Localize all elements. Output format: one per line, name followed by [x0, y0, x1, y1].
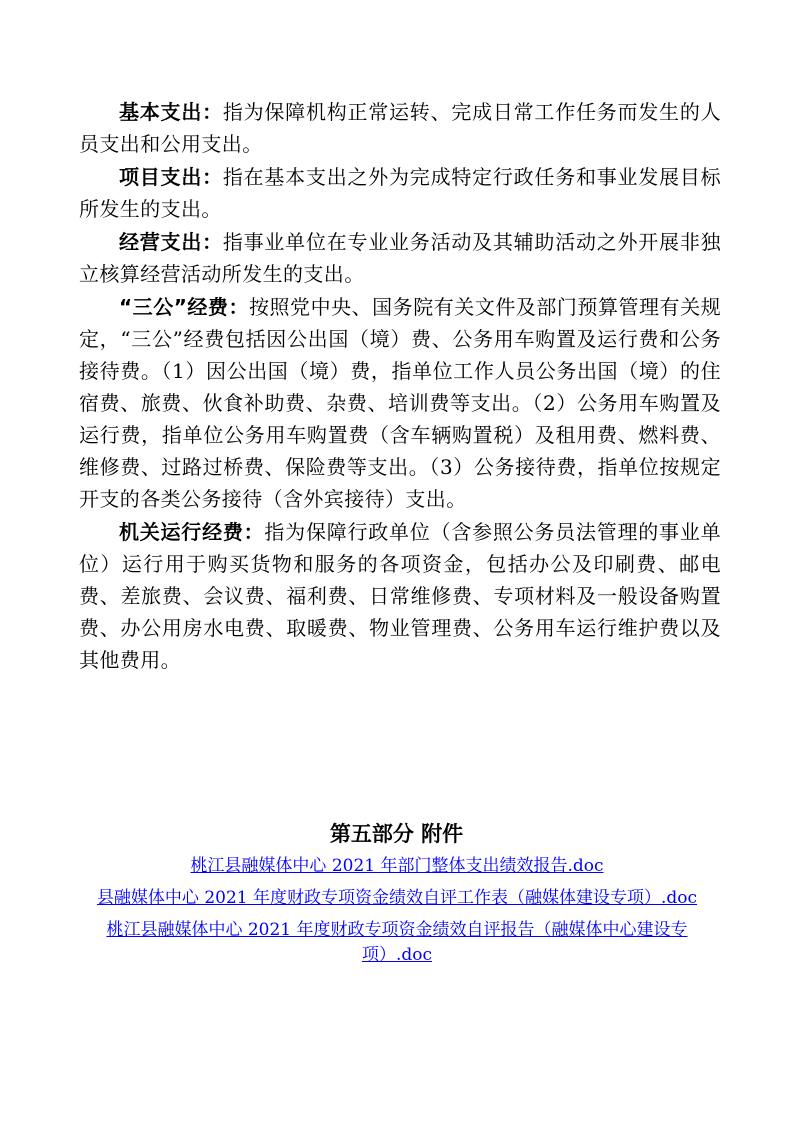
glossary-item-basic-expenditure [79, 96, 721, 160]
attachment-link-self-evaluation-report[interactable]: 桃江县融媒体中心 2021 年度财政专项资金绩效自评报告（融媒体中心建设专项）.doc [106, 920, 688, 965]
glossary-definition: 指为保障机构正常运转、完成日常工作任务而发生的人员支出和公用支出。 [79, 100, 721, 156]
glossary-term: 经营支出： [119, 230, 223, 254]
glossary-section [79, 96, 721, 677]
glossary-term: 项目支出： [119, 165, 223, 189]
section-title: 第五部分 附件 [329, 822, 464, 846]
glossary-item-agency-operating-funds [79, 516, 721, 676]
glossary-item-project-expenditure [79, 161, 721, 225]
glossary-item-operating-expenditure [79, 226, 721, 290]
glossary-term: “三公”经费： [119, 295, 249, 319]
glossary-term: 机关运行经费： [119, 520, 265, 544]
glossary-definition: 指事业单位在专业业务活动及其辅助活动之外开展非独立核算经营活动所发生的支出。 [79, 230, 721, 286]
glossary-definition: 按照党中央、国务院有关文件及部门预算管理有关规定，“三公”经费包括因公出国（境）费、公务用车购置及运行费和公务接待费。（1）因公出国（境）费，指单位工作人员公务出国（境）的住宿费、旅费、伙食补助费、杂费、培训费等支出。（2）公务用车购置及运行费，指单位公务用车购置费（含车辆购置税）及租用费、燃料费、维修费、过路过桥费、保险费等支出。（3）公务接待费，指单位按规定开支的各类公务接待（含外宾接待）支出。 [79, 295, 721, 511]
attachment-list [74, 854, 720, 975]
attachment-link-performance-report[interactable]: 桃江县融媒体中心 2021 年部门整体支出绩效报告.doc [190, 856, 604, 876]
glossary-term: 基本支出： [119, 100, 223, 124]
glossary-item-three-public-expenses [79, 291, 721, 515]
glossary-definition: 指为保障行政单位（含参照公务员法管理的事业单位）运行用于购买货物和服务的各项资金，包括办公及印刷费、邮电费、差旅费、会议费、福利费、日常维修费、专项材料及一般设备购置费、办公用房水电费、取暖费、物业管理费、公务用车运行维护费以及其他费用。 [79, 520, 721, 672]
attachment-link-self-evaluation-form[interactable]: 县融媒体中心 2021 年度财政专项资金绩效自评工作表（融媒体建设专项）.doc [96, 888, 698, 908]
glossary-definition: 指在基本支出之外为完成特定行政任务和事业发展目标所发生的支出。 [79, 165, 721, 221]
